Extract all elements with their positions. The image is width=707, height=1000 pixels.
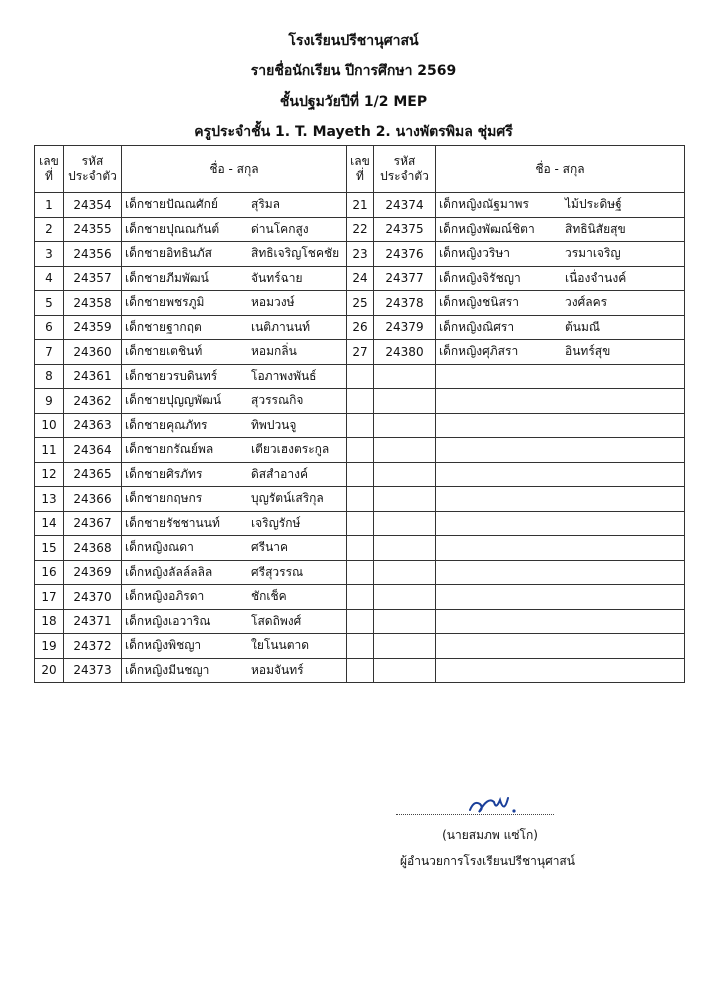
- table-row: [35, 266, 685, 291]
- student-surname: วรมาเจริญ: [565, 246, 621, 261]
- student-fullname: [436, 634, 685, 659]
- student-number: 9: [35, 389, 64, 414]
- student-first-name: เด็กชายปุญญพัฒน์: [125, 393, 222, 408]
- column-header-number-line2: ที่: [356, 169, 364, 183]
- principal-position: ผู้อำนวยการโรงเรียนปรีชานุศาสน์: [400, 854, 575, 868]
- student-first-name: เด็กชายพชรภูมิ: [125, 295, 205, 310]
- student-fullname: [436, 413, 685, 438]
- student-first-name: เด็กหญิงวริษา: [439, 246, 510, 261]
- document-title: รายชื่อนักเรียน ปีการศึกษา 2569: [250, 63, 457, 79]
- student-code: [374, 536, 436, 561]
- student-code: 24357: [64, 266, 122, 291]
- student-surname: ทิพปวนจู: [251, 417, 297, 432]
- student-code: 24369: [64, 560, 122, 585]
- student-fullname: [122, 291, 347, 316]
- homeroom-teachers: ครูประจำชั้น 1. T. Mayeth 2. นางพัตรพิมล ชุ่มศรี: [194, 124, 513, 140]
- column-header-number: [347, 146, 374, 193]
- student-number: [347, 389, 374, 414]
- student-first-name: เด็กชายปุณณกันต์: [125, 221, 220, 236]
- student-code: [374, 364, 436, 389]
- student-fullname: [122, 217, 347, 242]
- student-first-name: เด็กหญิงณดา: [125, 540, 194, 555]
- table-row: [35, 438, 685, 463]
- student-surname: วงศ์ลคร: [565, 295, 608, 310]
- table-row: [35, 585, 685, 610]
- student-code: [374, 658, 436, 683]
- student-number: [347, 413, 374, 438]
- table-row: [35, 340, 685, 365]
- student-code: 24362: [64, 389, 122, 414]
- student-code: 24374: [374, 193, 436, 218]
- student-code: [374, 585, 436, 610]
- student-first-name: เด็กหญิงลัลล์ลลิล: [125, 564, 213, 579]
- student-number: 15: [35, 536, 64, 561]
- student-number: [347, 511, 374, 536]
- student-fullname: [436, 340, 685, 365]
- student-fullname: [436, 364, 685, 389]
- student-surname: หอมกลิ่น: [251, 344, 297, 359]
- student-surname: ต้นมณี: [565, 319, 601, 334]
- student-surname: อินทร์สุข: [565, 344, 611, 359]
- table-row: [35, 364, 685, 389]
- student-code: 24377: [374, 266, 436, 291]
- student-first-name: เด็กหญิงอภิรดา: [125, 589, 205, 604]
- student-surname: สิทธินิสัยสุข: [565, 221, 626, 236]
- student-number: 14: [35, 511, 64, 536]
- student-fullname: [122, 560, 347, 585]
- column-header-number: [35, 146, 64, 193]
- student-number: [347, 634, 374, 659]
- student-number: 2: [35, 217, 64, 242]
- student-code: 24356: [64, 242, 122, 267]
- student-fullname: [436, 266, 685, 291]
- student-code: 24368: [64, 536, 122, 561]
- student-surname: สุริมล: [251, 197, 281, 212]
- student-number: [347, 609, 374, 634]
- student-code: 24375: [374, 217, 436, 242]
- student-surname: สิทธิเจริญโชคชัย: [251, 246, 340, 261]
- column-header-code: [64, 146, 122, 193]
- table-row: [35, 291, 685, 316]
- student-fullname: [122, 266, 347, 291]
- student-number: 17: [35, 585, 64, 610]
- student-fullname: [436, 487, 685, 512]
- student-surname: หอมจันทร์: [251, 662, 304, 677]
- student-first-name: เด็กหญิงศุภิสรา: [439, 344, 519, 359]
- student-first-name: เด็กชายฐากฤต: [125, 319, 202, 334]
- student-number: [347, 364, 374, 389]
- table-row: [35, 242, 685, 267]
- student-fullname: [122, 658, 347, 683]
- student-first-name: เด็กหญิงพิชญา: [125, 638, 202, 653]
- student-fullname: [436, 242, 685, 267]
- column-header-number-line1: เลข: [39, 154, 59, 168]
- student-surname: เจริญรักษ์: [251, 515, 301, 530]
- student-roster-table: [34, 145, 685, 683]
- student-number: 1: [35, 193, 64, 218]
- student-fullname: [122, 438, 347, 463]
- student-first-name: เด็กหญิงพัฒณ์ชิตา: [439, 221, 535, 236]
- student-number: [347, 560, 374, 585]
- table-row: [35, 217, 685, 242]
- column-header-code-line2: ประจำตัว: [68, 169, 117, 183]
- school-name: โรงเรียนปรีชานุศาสน์: [288, 33, 419, 49]
- student-surname: ดิสสำอางค์: [251, 466, 309, 481]
- student-first-name: เด็กชายเตชินท์: [125, 344, 203, 359]
- column-header-number-line1: เลข: [350, 154, 370, 168]
- student-fullname: [122, 536, 347, 561]
- student-first-name: เด็กชายกรัณย์พล: [125, 442, 214, 457]
- student-code: [374, 634, 436, 659]
- student-fullname: [436, 462, 685, 487]
- student-fullname: [436, 315, 685, 340]
- student-number: [347, 487, 374, 512]
- student-number: 24: [347, 266, 374, 291]
- student-fullname: [122, 315, 347, 340]
- student-fullname: [436, 536, 685, 561]
- student-number: 20: [35, 658, 64, 683]
- student-first-name: เด็กชายกฤษกร: [125, 491, 203, 506]
- table-row: [35, 658, 685, 683]
- student-code: 24365: [64, 462, 122, 487]
- student-number: 8: [35, 364, 64, 389]
- student-code: 24372: [64, 634, 122, 659]
- student-first-name: เด็กชายศิรภัทร: [125, 466, 203, 481]
- student-code: [374, 609, 436, 634]
- student-code: 24376: [374, 242, 436, 267]
- student-code: 24355: [64, 217, 122, 242]
- student-code: 24373: [64, 658, 122, 683]
- student-code: 24367: [64, 511, 122, 536]
- student-surname: โสดถิพงศ์: [251, 613, 302, 628]
- student-fullname: [122, 413, 347, 438]
- student-surname: เนื่องจำนงค์: [565, 270, 627, 285]
- student-number: 13: [35, 487, 64, 512]
- student-number: 12: [35, 462, 64, 487]
- column-header-name: ชื่อ - สกุล: [122, 146, 347, 193]
- student-surname: โอภาพงพันธ์: [251, 368, 317, 383]
- student-code: 24354: [64, 193, 122, 218]
- student-code: 24358: [64, 291, 122, 316]
- student-fullname: [122, 389, 347, 414]
- student-number: 22: [347, 217, 374, 242]
- student-fullname: [122, 364, 347, 389]
- student-code: 24359: [64, 315, 122, 340]
- student-code: 24378: [374, 291, 436, 316]
- student-number: 23: [347, 242, 374, 267]
- student-number: 18: [35, 609, 64, 634]
- student-first-name: เด็กชายคุณภัทร: [125, 417, 208, 432]
- student-fullname: [436, 389, 685, 414]
- student-code: [374, 511, 436, 536]
- student-fullname: [436, 193, 685, 218]
- student-fullname: [436, 658, 685, 683]
- student-surname: ชักเช็ค: [251, 589, 287, 604]
- student-surname: เนติภานนท์: [251, 319, 311, 334]
- student-number: 7: [35, 340, 64, 365]
- student-number: 6: [35, 315, 64, 340]
- student-fullname: [122, 242, 347, 267]
- column-header-code-line2: ประจำตัว: [380, 169, 429, 183]
- column-header-number-line2: ที่: [45, 169, 53, 183]
- student-code: 24380: [374, 340, 436, 365]
- student-number: 5: [35, 291, 64, 316]
- student-code: [374, 487, 436, 512]
- student-fullname: [436, 217, 685, 242]
- student-surname: จันทร์ฉาย: [251, 270, 303, 285]
- table-row: [35, 413, 685, 438]
- student-number: 25: [347, 291, 374, 316]
- student-fullname: [122, 462, 347, 487]
- student-fullname: [436, 609, 685, 634]
- student-code: 24371: [64, 609, 122, 634]
- student-number: [347, 438, 374, 463]
- student-fullname: [436, 585, 685, 610]
- student-fullname: [122, 585, 347, 610]
- column-header-name: ชื่อ - สกุล: [436, 146, 685, 193]
- student-code: 24363: [64, 413, 122, 438]
- student-fullname: [122, 634, 347, 659]
- student-number: [347, 462, 374, 487]
- student-fullname: [436, 511, 685, 536]
- student-first-name: เด็กชายอิทธินภัส: [125, 246, 212, 261]
- student-number: [347, 658, 374, 683]
- student-number: 19: [35, 634, 64, 659]
- student-code: [374, 462, 436, 487]
- table-row: [35, 634, 685, 659]
- student-code: 24370: [64, 585, 122, 610]
- student-number: [347, 585, 374, 610]
- student-first-name: เด็กชายปัณณศักย์: [125, 197, 218, 212]
- student-surname: หอมวงษ์: [251, 295, 295, 310]
- student-code: 24364: [64, 438, 122, 463]
- student-first-name: เด็กชายวรบดินทร์: [125, 368, 218, 383]
- principal-name: (นายสมภพ แซ่โก): [442, 828, 538, 842]
- student-code: 24361: [64, 364, 122, 389]
- student-fullname: [122, 340, 347, 365]
- student-surname: ศรีสุวรรณ: [251, 564, 304, 579]
- student-surname: ด่านโคกสูง: [251, 221, 309, 236]
- table-row: [35, 315, 685, 340]
- student-number: 10: [35, 413, 64, 438]
- student-surname: ไม้ประดิษฐ์: [565, 197, 622, 212]
- student-first-name: เด็กหญิงจิรัชญา: [439, 270, 521, 285]
- student-first-name: เด็กชายภีมพัฒน์: [125, 270, 209, 285]
- table-row: [35, 193, 685, 218]
- student-code: 24366: [64, 487, 122, 512]
- student-surname: ใยโนนตาด: [251, 638, 310, 653]
- student-first-name: เด็กหญิงเอวาริณ: [125, 613, 211, 628]
- column-header-code-line1: รหัส: [393, 154, 416, 168]
- table-row: [35, 511, 685, 536]
- student-code: [374, 389, 436, 414]
- table-row: [35, 536, 685, 561]
- student-code: [374, 413, 436, 438]
- table-header-row: [35, 146, 685, 193]
- table-row: [35, 560, 685, 585]
- student-fullname: [122, 511, 347, 536]
- student-fullname: [436, 560, 685, 585]
- student-surname: บุญรัตน์เสริกุล: [251, 491, 324, 506]
- class-level: ชั้นปฐมวัยปีที่ 1/2 MEP: [279, 94, 428, 110]
- student-number: 21: [347, 193, 374, 218]
- student-code: 24360: [64, 340, 122, 365]
- student-number: 11: [35, 438, 64, 463]
- student-fullname: [122, 609, 347, 634]
- student-number: [347, 536, 374, 561]
- student-fullname: [436, 291, 685, 316]
- student-number: 3: [35, 242, 64, 267]
- student-first-name: เด็กหญิงมีนชญา: [125, 662, 210, 677]
- student-first-name: เด็กชายรัชชานนท์: [125, 515, 220, 530]
- student-number: 27: [347, 340, 374, 365]
- student-number: 4: [35, 266, 64, 291]
- student-first-name: เด็กหญิงชนิสรา: [439, 295, 520, 310]
- table-row: [35, 389, 685, 414]
- student-fullname: [122, 193, 347, 218]
- table-row: [35, 487, 685, 512]
- student-surname: สุวรรณกิจ: [251, 393, 304, 408]
- student-fullname: [122, 487, 347, 512]
- student-number: 16: [35, 560, 64, 585]
- student-first-name: เด็กหญิงณัฐมาพร: [439, 197, 529, 212]
- table-row: [35, 609, 685, 634]
- student-code: [374, 560, 436, 585]
- student-surname: ศรีนาค: [251, 540, 289, 555]
- student-code: [374, 438, 436, 463]
- student-fullname: [436, 438, 685, 463]
- student-code: 24379: [374, 315, 436, 340]
- student-first-name: เด็กหญิงณิศรา: [439, 319, 515, 334]
- column-header-code: [374, 146, 436, 193]
- signature-line: [396, 814, 554, 815]
- student-number: 26: [347, 315, 374, 340]
- table-row: [35, 462, 685, 487]
- student-surname: เตียวเฮงตระกูล: [251, 442, 330, 457]
- column-header-code-line1: รหัส: [81, 154, 104, 168]
